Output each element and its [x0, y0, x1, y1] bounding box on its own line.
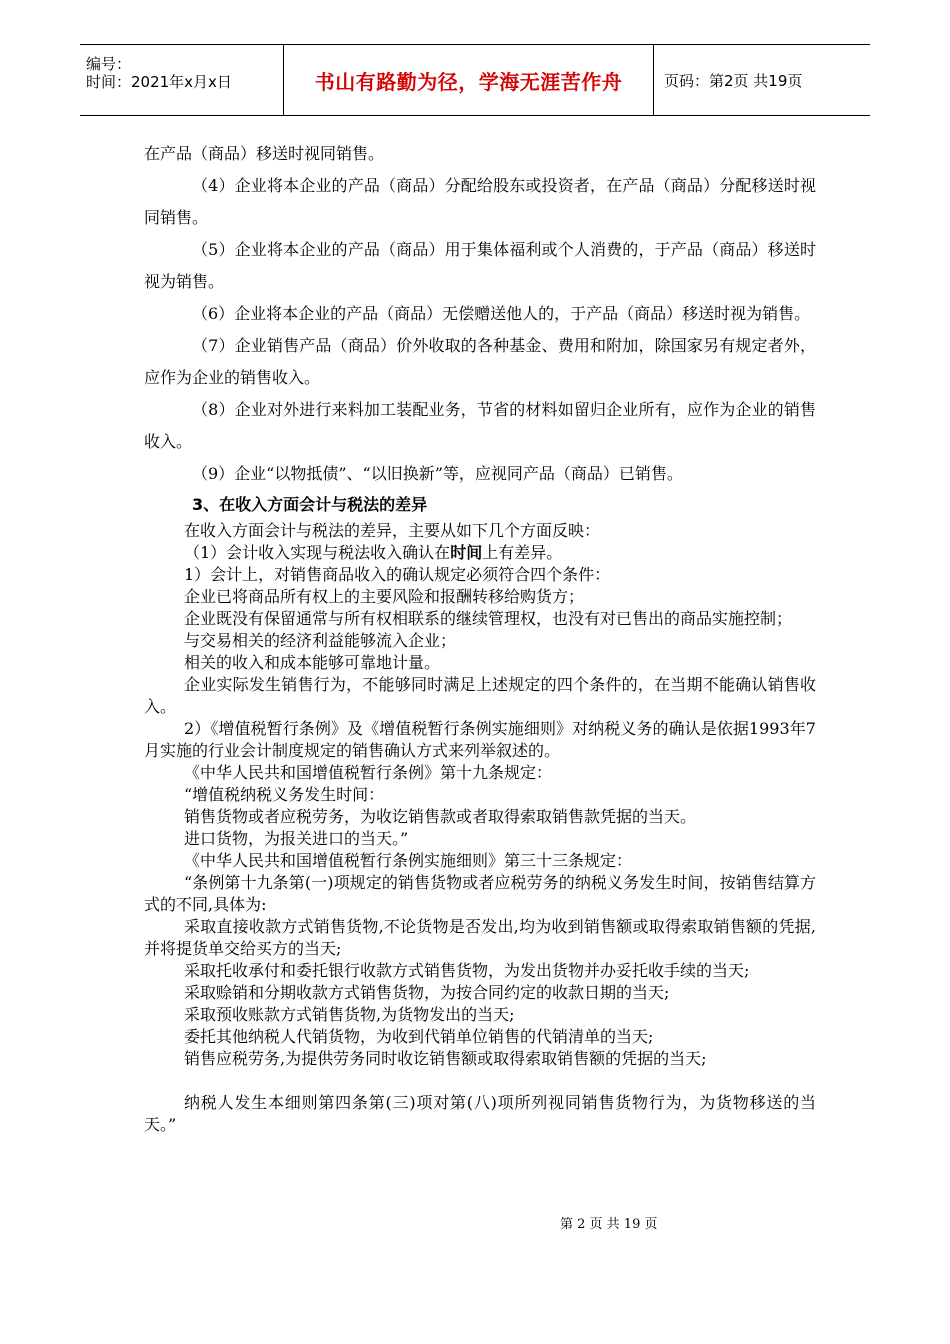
paragraph: “增值税纳税义务发生时间：: [184, 785, 385, 804]
blank-line: [144, 1070, 816, 1092]
header-meta: [80, 45, 280, 115]
paragraph: 企业既没有保留通常与所有权相联系的继续管理权，也没有对已售出的商品实施控制；: [184, 609, 793, 628]
paragraph: 销售应税劳务,为提供劳务同时收讫销售额或取得索取销售额的凭据的当天;: [184, 1049, 707, 1068]
paragraph: 与交易相关的经济利益能够流入企业；: [184, 631, 457, 650]
paragraph: 采取托收承付和委托银行收款方式销售货物，为发出货物并办妥托收手续的当天;: [184, 961, 750, 980]
paragraph: 《中华人民共和国增值税暂行条例实施细则》第三十三条规定：: [184, 851, 633, 870]
paragraph: 进口货物，为报关进口的当天。”: [184, 829, 409, 848]
header-page-number: 页码：第2页 共19页: [664, 71, 803, 90]
point1-suffix: 上有差异。: [482, 543, 563, 562]
paragraph: 销售货物或者应税劳务，为收讫销售款或者取得索取销售款凭据的当天。: [184, 807, 697, 826]
paragraph: 在产品（商品）移送时视同销售。: [144, 144, 385, 163]
paragraph: （5）企业将本企业的产品（商品）用于集体福利或个人消费的，于产品（商品）移送时视为销售。: [144, 240, 816, 291]
page-header: [80, 44, 870, 116]
paragraph: “条例第十九条第(一)项规定的销售货物或者应税劳务的纳税义务发生时间，按销售结算方式的不同,具体为:: [144, 873, 816, 914]
paragraph: （9）企业“以物抵债”、“以旧换新”等，应视同产品（商品）已销售。: [192, 464, 683, 483]
paragraph: （6）企业将本企业的产品（商品）无偿赠送他人的，于产品（商品）移送时视为销售。: [192, 304, 811, 323]
document-body: [144, 138, 816, 1136]
paragraph: 《中华人民共和国增值税暂行条例》第十九条规定：: [184, 763, 553, 782]
paragraph: 企业已将商品所有权上的主要风险和报酬转移给购货方；: [184, 587, 585, 606]
paragraph: （7）企业销售产品（商品）价外收取的各种基金、费用和附加，除国家另有规定者外，应作为企业的销售收入。: [144, 336, 816, 387]
page-footer: 第 2 页 共 19 页: [560, 1217, 658, 1232]
paragraph: （8）企业对外进行来料加工装配业务，节省的材料如留归企业所有，应作为企业的销售收入。: [144, 400, 816, 451]
section-heading: 3、在收入方面会计与税法的差异: [192, 495, 428, 514]
point1-prefix: （1）会计收入实现与税法收入确认在: [184, 543, 451, 562]
paragraph: 采取直接收款方式销售货物,不论货物是否发出,均为收到销售额或取得索取销售额的凭据,并将提货单交给买方的当天;: [144, 917, 816, 958]
paragraph: （4）企业将本企业的产品（商品）分配给股东或投资者，在产品（商品）分配移送时视同销售。: [144, 176, 816, 227]
paragraph: 相关的收入和成本能够可靠地计量。: [184, 653, 441, 672]
paragraph: 在收入方面会计与税法的差异，主要从如下几个方面反映：: [184, 521, 601, 540]
point1-keyword: 时间: [450, 543, 483, 562]
paragraph: 采取预收账款方式销售货物,为货物发出的当天;: [184, 1005, 515, 1024]
paragraph: 2）《增值税暂行条例》及《增值税暂行条例实施细则》对纳税义务的确认是依据1993年7月实施的行业会计制度规定的销售确认方式来列举叙述的。: [144, 719, 816, 760]
header-motto: 书山有路勤为径，学海无涯苦作舟: [314, 69, 623, 94]
paragraph: 1）会计上，对销售商品收入的确认规定必须符合四个条件：: [184, 565, 611, 584]
paragraph: 纳税人发生本细则第四条第(三)项对第(八)项所列视同销售货物行为，为货物移送的当天。”: [144, 1093, 816, 1134]
paragraph: [144, 542, 816, 564]
paragraph: 企业实际发生销售行为，不能够同时满足上述规定的四个条件的，在当期不能确认销售收入。: [144, 675, 816, 716]
document-time: 时间：2021年x月x日: [86, 73, 232, 91]
paragraph: 采取赊销和分期收款方式销售货物，为按合同约定的收款日期的当天;: [184, 983, 670, 1002]
paragraph: 委托其他纳税人代销货物，为收到代销单位销售的代销清单的当天;: [184, 1027, 654, 1046]
document-number: 编号：: [86, 55, 132, 73]
